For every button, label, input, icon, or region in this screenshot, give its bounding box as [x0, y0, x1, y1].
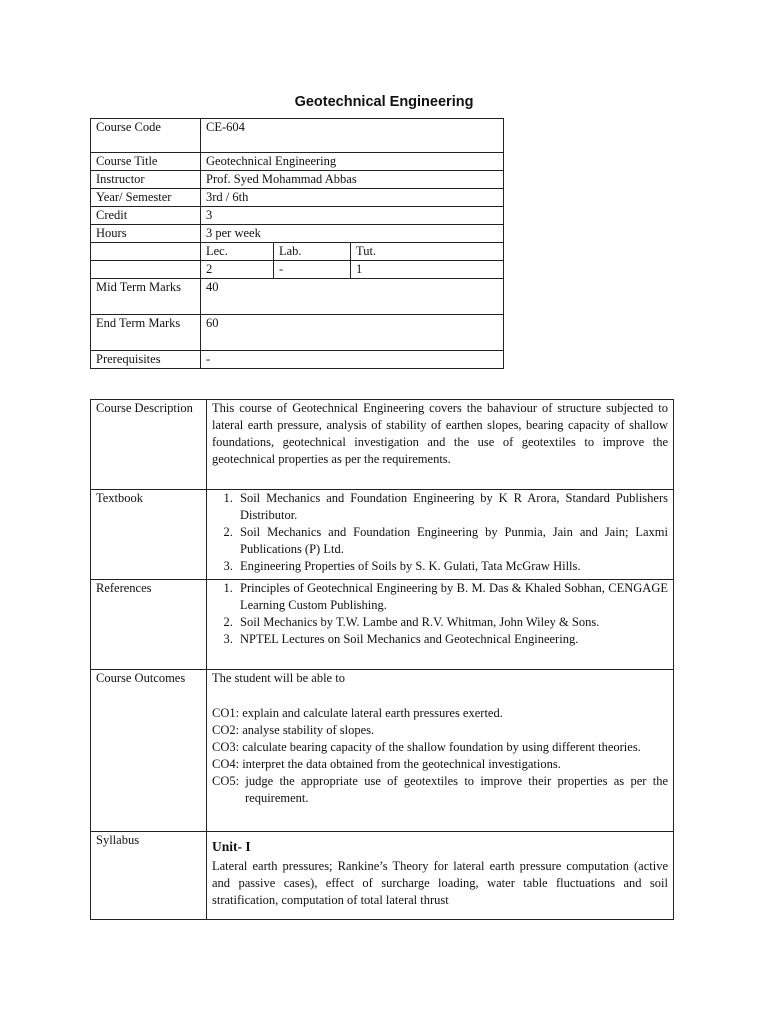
list-item: 2. Soil Mechanics by T.W. Lambe and R.V. Whitman, John Wiley & Sons. — [236, 614, 668, 631]
course-title-label: Course Title — [91, 153, 201, 171]
table-row — [91, 119, 504, 153]
outcome-item: CO2: analyse stability of slopes. — [212, 723, 375, 737]
unit-text: Lateral earth pressures; Rankine’s Theory for lateral earth pressure computation (active and passive cases), effect of surcharge loading, water table fluctuations and soil stratification, computation of total lateral thrust — [212, 859, 668, 907]
textbook-label: Textbook — [91, 490, 207, 580]
table-row — [91, 225, 504, 243]
table-row — [91, 153, 504, 171]
prerequisites-label: Prerequisites — [91, 351, 201, 369]
table-row — [91, 832, 674, 920]
year-semester-label: Year/ Semester — [91, 189, 201, 207]
hours-value: 3 per week — [201, 225, 504, 243]
outcome-item: CO3: calculate bearing capacity of the shallow foundation by using different theories. — [212, 740, 641, 754]
table-row — [91, 261, 504, 279]
lec-header: Lec. — [201, 243, 274, 261]
syllabus-label: Syllabus — [91, 832, 207, 920]
table-row — [91, 580, 674, 670]
prerequisites-value: - — [201, 351, 504, 369]
outcomes-label: Course Outcomes — [91, 670, 207, 832]
year-semester-value: 3rd / 6th — [201, 189, 504, 207]
list-item: 2. Soil Mechanics and Foundation Engineering by Punmia, Jain and Jain; Laxmi Publications (P) Ltd. — [236, 524, 668, 558]
end-term-value: 60 — [201, 315, 504, 351]
tut-value: 1 — [351, 261, 504, 279]
empty-cell — [91, 243, 201, 261]
textbook-cell — [207, 490, 674, 580]
unit-title: Unit- I — [212, 839, 251, 854]
lec-value: 2 — [201, 261, 274, 279]
table-row — [91, 279, 504, 315]
table-row — [91, 243, 504, 261]
description-text: This course of Geotechnical Engineering covers the bahaviour of structure subjected to lateral earth pressure, analysis of stability of earthen slopes, bearing capacity of shallow foundations, geotechnical investigation and the use of geotextiles to improve the geotechnical properties as per the requirements. — [207, 400, 674, 490]
outcome-item: CO1: explain and calculate lateral earth pressures exerted. — [212, 706, 503, 720]
description-label: Course Description — [91, 400, 207, 490]
list-item: 1. Principles of Geotechnical Engineering by B. M. Das & Khaled Sobhan, CENGAGE Learning Custom Publishing. — [236, 580, 668, 614]
lab-value: - — [274, 261, 351, 279]
end-term-label: End Term Marks — [91, 315, 201, 351]
references-cell — [207, 580, 674, 670]
hours-label: Hours — [91, 225, 201, 243]
empty-cell — [91, 261, 201, 279]
lab-header: Lab. — [274, 243, 351, 261]
outcome-item: CO5: judge the appropriate use of geotextiles to improve their properties as per the requirement. — [212, 774, 668, 805]
credit-value: 3 — [201, 207, 504, 225]
textbook-list — [212, 490, 668, 575]
instructor-value: Prof. Syed Mohammad Abbas — [201, 171, 504, 189]
outcomes-cell — [207, 670, 674, 832]
list-item: 3. NPTEL Lectures on Soil Mechanics and Geotechnical Engineering. — [236, 631, 668, 648]
course-info-table — [90, 118, 504, 369]
mid-term-value: 40 — [201, 279, 504, 315]
references-label: References — [91, 580, 207, 670]
list-item: 1. Soil Mechanics and Foundation Engineering by K R Arora, Standard Publishers Distributor. — [236, 490, 668, 524]
table-row — [91, 207, 504, 225]
mid-term-label: Mid Term Marks — [91, 279, 201, 315]
table-row — [91, 490, 674, 580]
table-row — [91, 351, 504, 369]
table-row — [91, 189, 504, 207]
instructor-label: Instructor — [91, 171, 201, 189]
outcome-item: CO4: interpret the data obtained from the geotechnical investigations. — [212, 757, 561, 771]
page-title: Geotechnical Engineering — [294, 94, 474, 110]
credit-label: Credit — [91, 207, 201, 225]
syllabus-cell — [207, 832, 674, 920]
tut-header: Tut. — [351, 243, 504, 261]
table-row — [91, 171, 504, 189]
course-code-label: Course Code — [91, 119, 201, 153]
table-row — [91, 315, 504, 351]
outcomes-intro: The student will be able to — [212, 671, 345, 685]
references-list — [212, 580, 668, 648]
course-code-value: CE-604 — [201, 119, 504, 153]
table-row — [91, 400, 674, 490]
list-item: 3. Engineering Properties of Soils by S. K. Gulati, Tata McGraw Hills. — [236, 558, 668, 575]
course-title-value: Geotechnical Engineering — [201, 153, 504, 171]
course-details-table — [90, 399, 674, 920]
table-row — [91, 670, 674, 832]
